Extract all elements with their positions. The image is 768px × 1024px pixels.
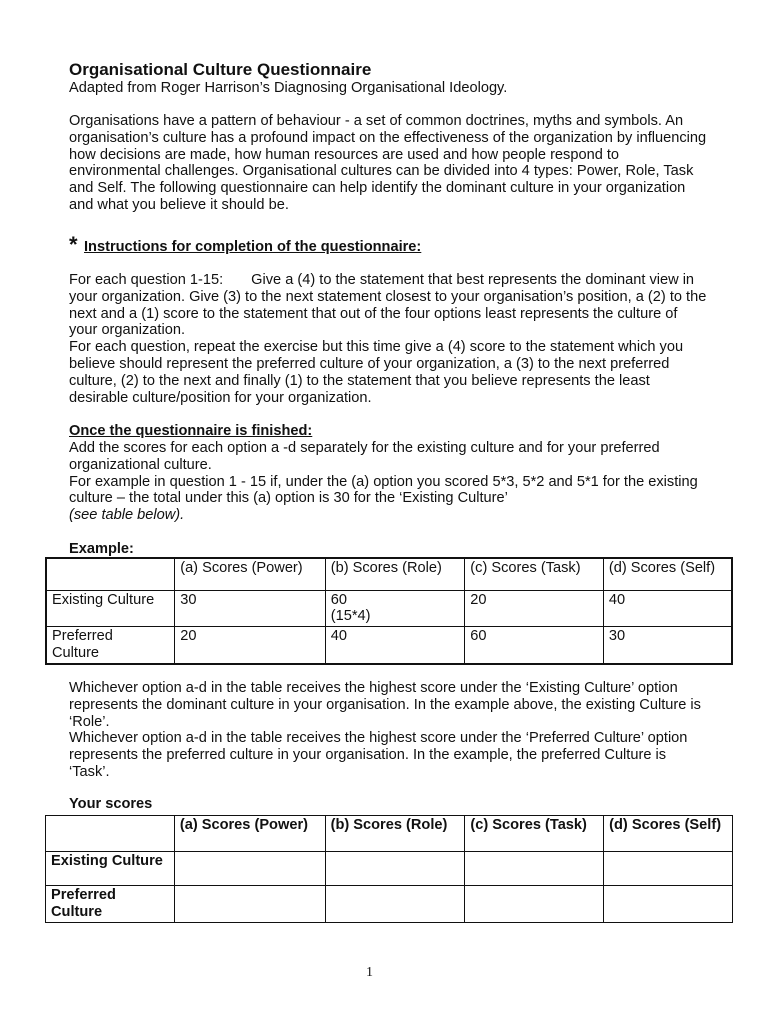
table-cell: 40 <box>325 627 465 664</box>
table-header-row <box>46 816 733 852</box>
score-entry-cell[interactable] <box>465 852 604 886</box>
example-label: Example: <box>69 541 134 557</box>
table-header-cell: (c) Scores (Task) <box>465 558 604 590</box>
row-label: Preferred Culture <box>46 886 175 923</box>
table-header-cell: (b) Scores (Role) <box>325 816 465 852</box>
table-row <box>46 886 733 923</box>
table-header-cell: (b) Scores (Role) <box>325 558 465 590</box>
finished-line-2: For example in question 1 - 15 if, under the (a) option you scored 5*3, 5*2 and 5*1 for the existing culture – the total under this (a) option is 30 for the ‘Existing Culture’ <box>69 473 698 507</box>
table-cell <box>46 558 175 590</box>
table-cell: 30 <box>603 627 732 664</box>
table-header-cell: (d) Scores (Self) <box>603 558 732 590</box>
page-number: 1 <box>366 965 373 980</box>
instructions-paragraph <box>69 272 709 406</box>
instructions-heading: Instructions for completion of the questionnaire: <box>84 239 422 255</box>
table-cell: 60 <box>465 627 604 664</box>
your-scores-label: Your scores <box>69 796 153 812</box>
table-header-row <box>46 558 732 590</box>
row-label <box>46 627 175 664</box>
table-cell: 40 <box>603 590 732 627</box>
cell-note: (15*4) <box>330 608 371 625</box>
page-title: Organisational Culture Questionnaire <box>69 60 372 79</box>
score-entry-cell[interactable] <box>325 886 465 923</box>
finished-heading: Once the questionnaire is finished: <box>69 423 313 439</box>
your-scores-table <box>45 815 733 923</box>
table-header-cell: (a) Scores (Power) <box>175 558 326 590</box>
table-cell: 20 <box>465 590 604 627</box>
table-cell: 30 <box>175 590 326 627</box>
row-label: Existing Culture <box>46 590 175 627</box>
result-text-preferred: Whichever option a-d in the table receives the highest score under the ‘Preferred Culture’ option represents the preferred culture in your organisation. In the example, the preferred Culture is ‘Task’. <box>69 730 688 780</box>
result-paragraph <box>69 680 709 781</box>
score-entry-cell[interactable] <box>174 886 325 923</box>
instructions-lead: For each question 1-15: <box>69 272 224 288</box>
score-entry-cell[interactable] <box>604 852 733 886</box>
score-entry-cell[interactable] <box>604 886 733 923</box>
score-entry-cell[interactable] <box>465 886 604 923</box>
table-header-cell: (a) Scores (Power) <box>174 816 325 852</box>
asterisk-bullet: * <box>69 232 78 257</box>
row-label-line-2: Culture <box>52 644 100 661</box>
table-header-cell: (c) Scores (Task) <box>465 816 604 852</box>
finished-line-1: Add the scores for each option a -d separately for the existing culture and for your preferred organizational culture. <box>69 440 660 473</box>
table-cell <box>325 590 465 627</box>
row-label: Existing Culture <box>46 852 175 886</box>
table-header-cell: (d) Scores (Self) <box>604 816 733 852</box>
score-entry-cell[interactable] <box>174 852 325 886</box>
instructions-text: Give a (4) to the statement that best represents the dominant view in your organization. Give (3) to the next statement closest to your organisation’s position, a (2) to the next and a (1) score to the statement that out of the four options least represents the culture of your organization. <box>69 272 707 339</box>
cell-value: 60 <box>330 591 347 608</box>
finished-line-3: (see table below). <box>69 507 185 524</box>
score-entry-cell[interactable] <box>325 852 465 886</box>
intro-paragraph: Organisations have a pattern of behaviour - a set of common doctrines, myths and symbols. An organisation’s culture has a profound impact on the effectiveness of the organization by influencing how decisions are made, how human resources are used and how people respond to environmental challenges. Organisational cultures can be divided into 4 types: Power, Role, Task and Self. The following questionnaire can help identify the dominant culture in your organization and what you believe it should be. <box>69 113 707 213</box>
table-row <box>46 590 732 627</box>
finished-paragraph <box>69 440 709 524</box>
table-cell: 20 <box>175 627 326 664</box>
example-table <box>45 557 733 665</box>
row-label-line-1: Preferred <box>52 628 113 645</box>
table-row <box>46 852 733 886</box>
subtitle: Adapted from Roger Harrison’s Diagnosing Organisational Ideology. <box>69 80 508 96</box>
instructions-text-second: For each question, repeat the exercise but this time give a (4) score to the statement which you believe should represent the preferred culture of your organization, a (3) to the next preferred culture, (2) to the next and finally (1) to the statement that you believe represents the least desirable culture/position for your organization. <box>69 339 684 406</box>
table-row <box>46 627 732 664</box>
table-cell <box>46 816 175 852</box>
result-text-existing: Whichever option a-d in the table receives the highest score under the ‘Existing Culture’ option represents the dominant culture in your organisation. In the example above, the existing Culture is ‘Role’. <box>69 680 701 730</box>
